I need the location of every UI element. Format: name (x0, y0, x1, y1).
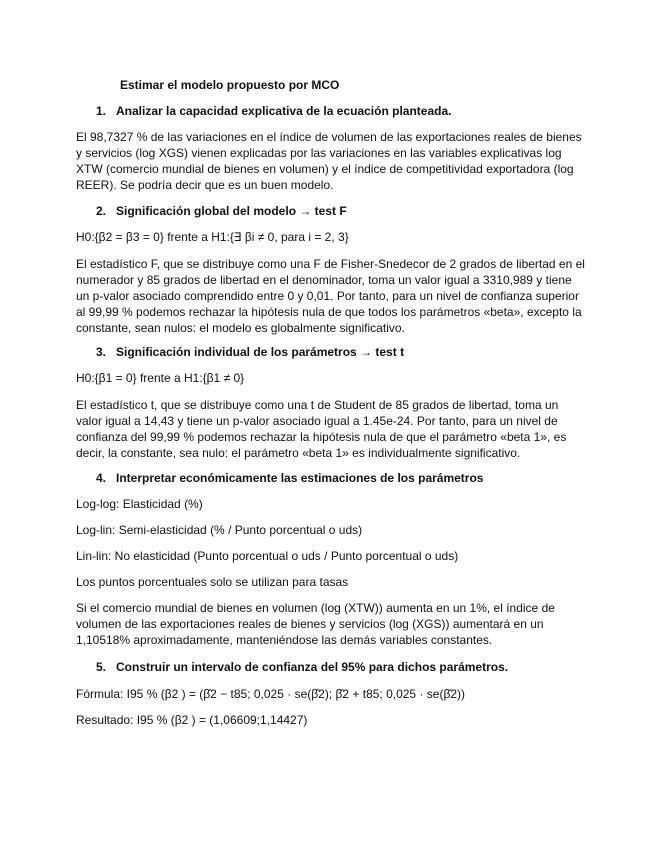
hypothesis-global: H0:{β2 = β3 = 0} frente a H1:{∃ βi ≠ 0, para i = 2, 3} (76, 230, 349, 244)
section-4-number: 4. (96, 471, 107, 485)
section-5-title: Construir un intervalo de confianza del 95% para dichos parámetros. (116, 660, 509, 674)
section-1-number: 1. (96, 104, 107, 118)
loglin-line: Log-lin: Semi-elasticidad (% / Punto porcentual o uds) (76, 523, 363, 537)
section-5-heading (96, 659, 508, 675)
section-3-title: Significación individual de los parámetros → test t (116, 345, 405, 359)
section-5-number: 5. (96, 660, 107, 674)
section-4-heading (96, 470, 483, 486)
paragraph-r2: El 98,7327 % de las variaciones en el índice de volumen de las exportaciones reales de bienes y servicios (log XGS) vienen explicadas por las variaciones en las variables explicativas log XTW (comercio mundial de bienes en volumen) y el índice de competitividad exportadora (log REER). Se podría decir que es un buen modelo. (76, 130, 582, 192)
tasas-line: Los puntos porcentuales solo se utilizan para tasas (76, 575, 349, 589)
section-2-number: 2. (96, 204, 107, 218)
loglog-line: Log-log: Elasticidad (%) (76, 497, 203, 511)
hypothesis-individual: H0:{β1 = 0} frente a H1:{β1 ≠ 0} (76, 371, 245, 385)
paragraph-t-test: El estadístico t, que se distribuye como una t de Student de 85 grados de libertad, toma un valor igual a 14,43 y tiene un p-valor asociado igual a 1.45e-24. Por tanto, para un nivel de confianza del 99,99 % podemos rechazar la hipótesis nula de que el parámetro «beta 1», es decir, la constante, sea nulo: el parámetro «beta 1» es individualmente significativo. (76, 398, 567, 460)
section-2-title: Significación global del modelo → test F (116, 204, 347, 218)
section-1-title: Analizar la capacidad explicativa de la ecuación planteada. (116, 104, 452, 118)
paragraph-interpretation: Si el comercio mundial de bienes en volumen (log (XTW)) aumenta en un 1%, el índice de volumen de las exportaciones reales de bienes y servicios (log (XGS)) aumentará en un 1,10518% aproximadamente, manteniéndose las demás variables constantes. (76, 601, 555, 647)
formula-line: Fórmula: I95 % (β2 ) = (β̂2 − t85; 0,025 · se(β̂2); β̂2 + t85; 0,025 · se(β̂2)) (76, 687, 466, 701)
result-line: Resultado: I95 % (β2 ) = (1,06609;1,14427) (76, 713, 308, 727)
section-4-title: Interpretar económicamente las estimaciones de los parámetros (116, 471, 484, 485)
section-3-number: 3. (96, 345, 107, 359)
linlin-line: Lin-lin: No elasticidad (Punto porcentual o uds / Punto porcentual o uds) (76, 549, 459, 563)
section-3-heading (96, 344, 404, 360)
section-1-heading (96, 103, 451, 119)
document-title: Estimar el modelo propuesto por MCO (120, 78, 340, 92)
paragraph-f-test: El estadístico F, que se distribuye como una F de Fisher-Snedecor de 2 grados de libertad en el numerador y 85 grados de libertad en el denominador, toma un valor igual a 3310,989 y tiene un p-valor asociado comprendido entre 0 y 0,01. Por tanto, para un nivel de confianza superior al 99,99 % podemos rechazar la hipótesis nula de que todos los parámetros «beta», excepto la constante, sean nulos: el modelo es globalmente significativo. (76, 257, 585, 335)
section-2-heading (96, 203, 347, 219)
